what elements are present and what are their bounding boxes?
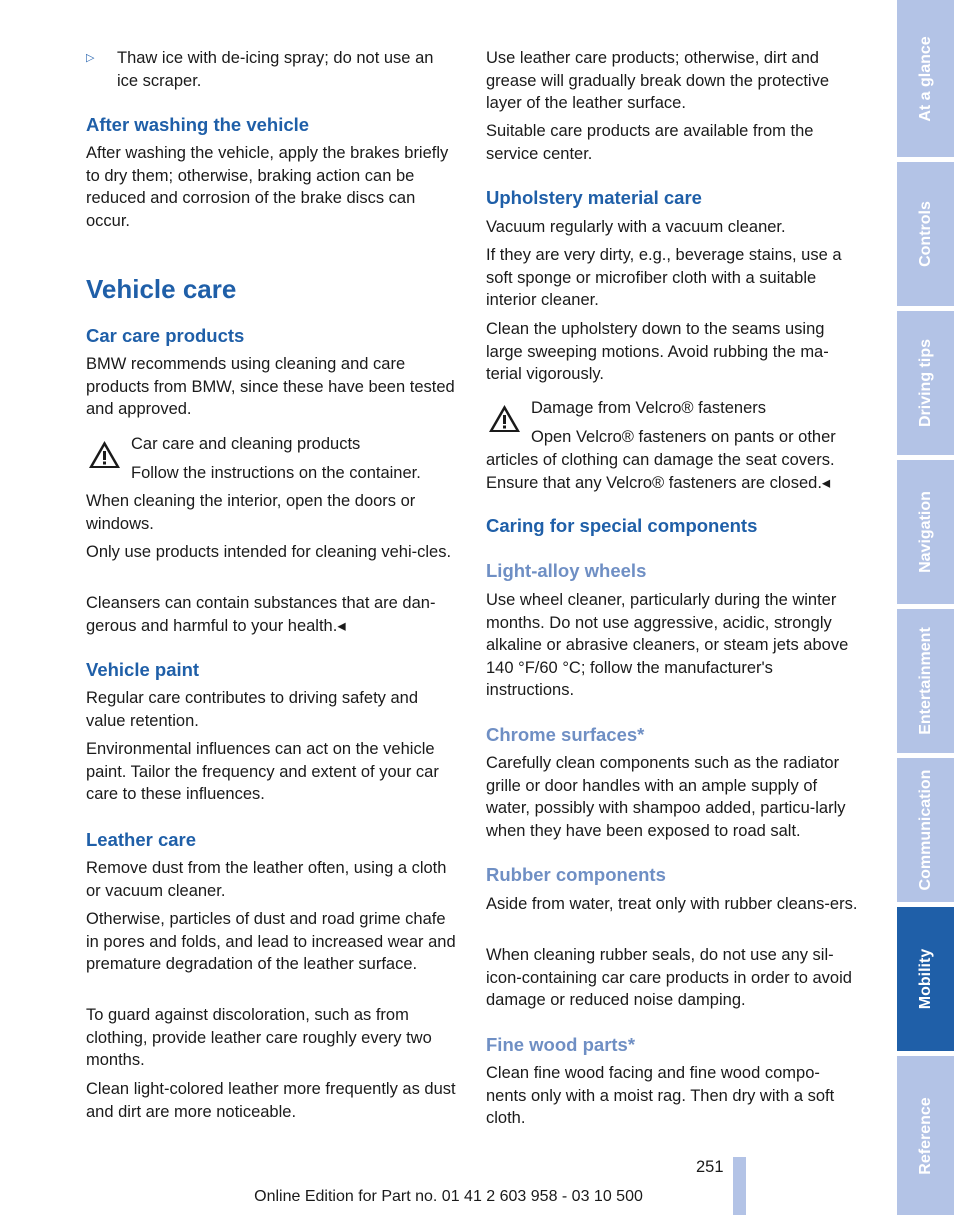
paragraph: Remove dust from the leather often, using a cloth or vacuum cleaner. — [86, 859, 447, 900]
page-number-bar — [733, 1157, 746, 1215]
tab-reference[interactable]: Reference — [897, 1056, 954, 1215]
paragraph: If they are very dirty, e.g., beverage stains, use a soft sponge or microfiber cloth with a suitable interior cleaner. — [486, 246, 842, 310]
paragraph: When cleaning the interior, open the doors or windows. — [86, 492, 416, 533]
warning-triangle-icon — [86, 438, 123, 471]
tab-driving-tips[interactable]: Driving tips — [897, 311, 954, 455]
paragraph: Suitable care products are available from the service center. — [486, 122, 814, 163]
paragraph: Environmental influences can act on the vehicle paint. Tailor the frequency and extent of your car care to these influences. — [86, 740, 439, 804]
warning-text: Open Velcro® fasteners on pants or other — [531, 428, 836, 446]
paragraph: Clean the upholstery down to the seams using large sweeping motions. Avoid rubbing the ma-terial vigorously. — [486, 320, 829, 384]
heading-leather-care: Leather care — [86, 829, 197, 850]
heading-after-washing: After washing the vehicle — [86, 114, 310, 135]
paragraph: Otherwise, particles of dust and road grime chafe in pores and folds, and lead to increased wear and premature degradation of the leather surface. — [86, 910, 456, 974]
paragraph: Aside from water, treat only with rubber cleans-ers. — [486, 895, 858, 913]
subheading-chrome-surfaces: Chrome surfaces* — [486, 724, 645, 745]
triangle-bullet-icon: ▷ — [86, 52, 95, 64]
paragraph: Carefully clean components such as the radiator grille or door handles with an ample supply of water, possibly with shampoo added, particu-larly when they have been exposed to road salt. — [486, 754, 846, 840]
warning-title: Car care and cleaning products — [131, 435, 361, 453]
paragraph: Only use products intended for cleaning vehi-cles. — [86, 543, 452, 561]
heading-upholstery: Upholstery material care — [486, 187, 702, 208]
warning-triangle-icon — [486, 402, 523, 435]
page-number: 251 — [696, 1158, 724, 1176]
warning-text: Follow the instructions on the container. — [131, 464, 421, 482]
tab-controls[interactable]: Controls — [897, 162, 954, 306]
subheading-fine-wood-parts: Fine wood parts* — [486, 1034, 636, 1055]
paragraph: Use leather care products; otherwise, dirt and grease will gradually break down the protective layer of the leather surface. — [486, 49, 830, 113]
tab-navigation[interactable]: Navigation — [897, 460, 954, 604]
footer-edition: Online Edition for Part no. 01 41 2 603 958 - 03 10 500 — [254, 1188, 643, 1205]
paragraph: Regular care contributes to driving safety and value retention. — [86, 689, 419, 730]
paragraph: BMW recommends using cleaning and care products from BMW, since these have been tested and approved. — [86, 355, 455, 419]
tab-at-a-glance[interactable]: At a glance — [897, 0, 954, 157]
chapter-sidebar — [897, 0, 954, 1215]
warning-title: Damage from Velcro® fasteners — [531, 399, 767, 417]
paragraph: articles of clothing can damage the seat covers. Ensure that any Velcro® fasteners are closed.◂ — [486, 451, 835, 492]
heading-vehicle-paint: Vehicle paint — [86, 659, 200, 680]
paragraph: Use wheel cleaner, particularly during the winter months. Do not use aggressive, acidic, strongly alkaline or abrasive cleaners, or steam jets above 140 °F/60 °C; follow the manufacturer's instructions. — [486, 591, 849, 700]
heading-special-components: Caring for special components — [486, 515, 758, 536]
paragraph: Cleansers can contain substances that are dan-gerous and harmful to your health.◂ — [86, 594, 436, 635]
tab-entertainment[interactable]: Entertainment — [897, 609, 954, 753]
paragraph: To guard against discoloration, such as from clothing, provide leather care roughly every two months. — [86, 1006, 432, 1070]
subheading-light-alloy-wheels: Light-alloy wheels — [486, 560, 647, 581]
heading-car-care-products: Car care products — [86, 325, 245, 346]
paragraph: Clean light-colored leather more frequently as dust and dirt are more noticeable. — [86, 1080, 456, 1121]
paragraph: After washing the vehicle, apply the brakes briefly to dry them; otherwise, braking action can be reduced and corrosion of the brake discs can occur. — [86, 144, 449, 230]
section-title-vehicle-care: Vehicle care — [86, 274, 237, 304]
paragraph: Clean fine wood facing and fine wood compo-nents only with a moist rag. Then dry with a soft cloth. — [486, 1064, 835, 1128]
paragraph: Vacuum regularly with a vacuum cleaner. — [486, 218, 786, 236]
tab-communication[interactable]: Communication — [897, 758, 954, 902]
subheading-rubber-components: Rubber components — [486, 864, 666, 885]
bullet-item: ▷ Thaw ice with de-icing spray; do not use an ice scraper. — [86, 49, 434, 90]
tab-mobility[interactable]: Mobility — [897, 907, 954, 1051]
paragraph: When cleaning rubber seals, do not use any sil-icon-containing car care products in order to avoid damage or reduced noise damping. — [486, 946, 852, 1010]
